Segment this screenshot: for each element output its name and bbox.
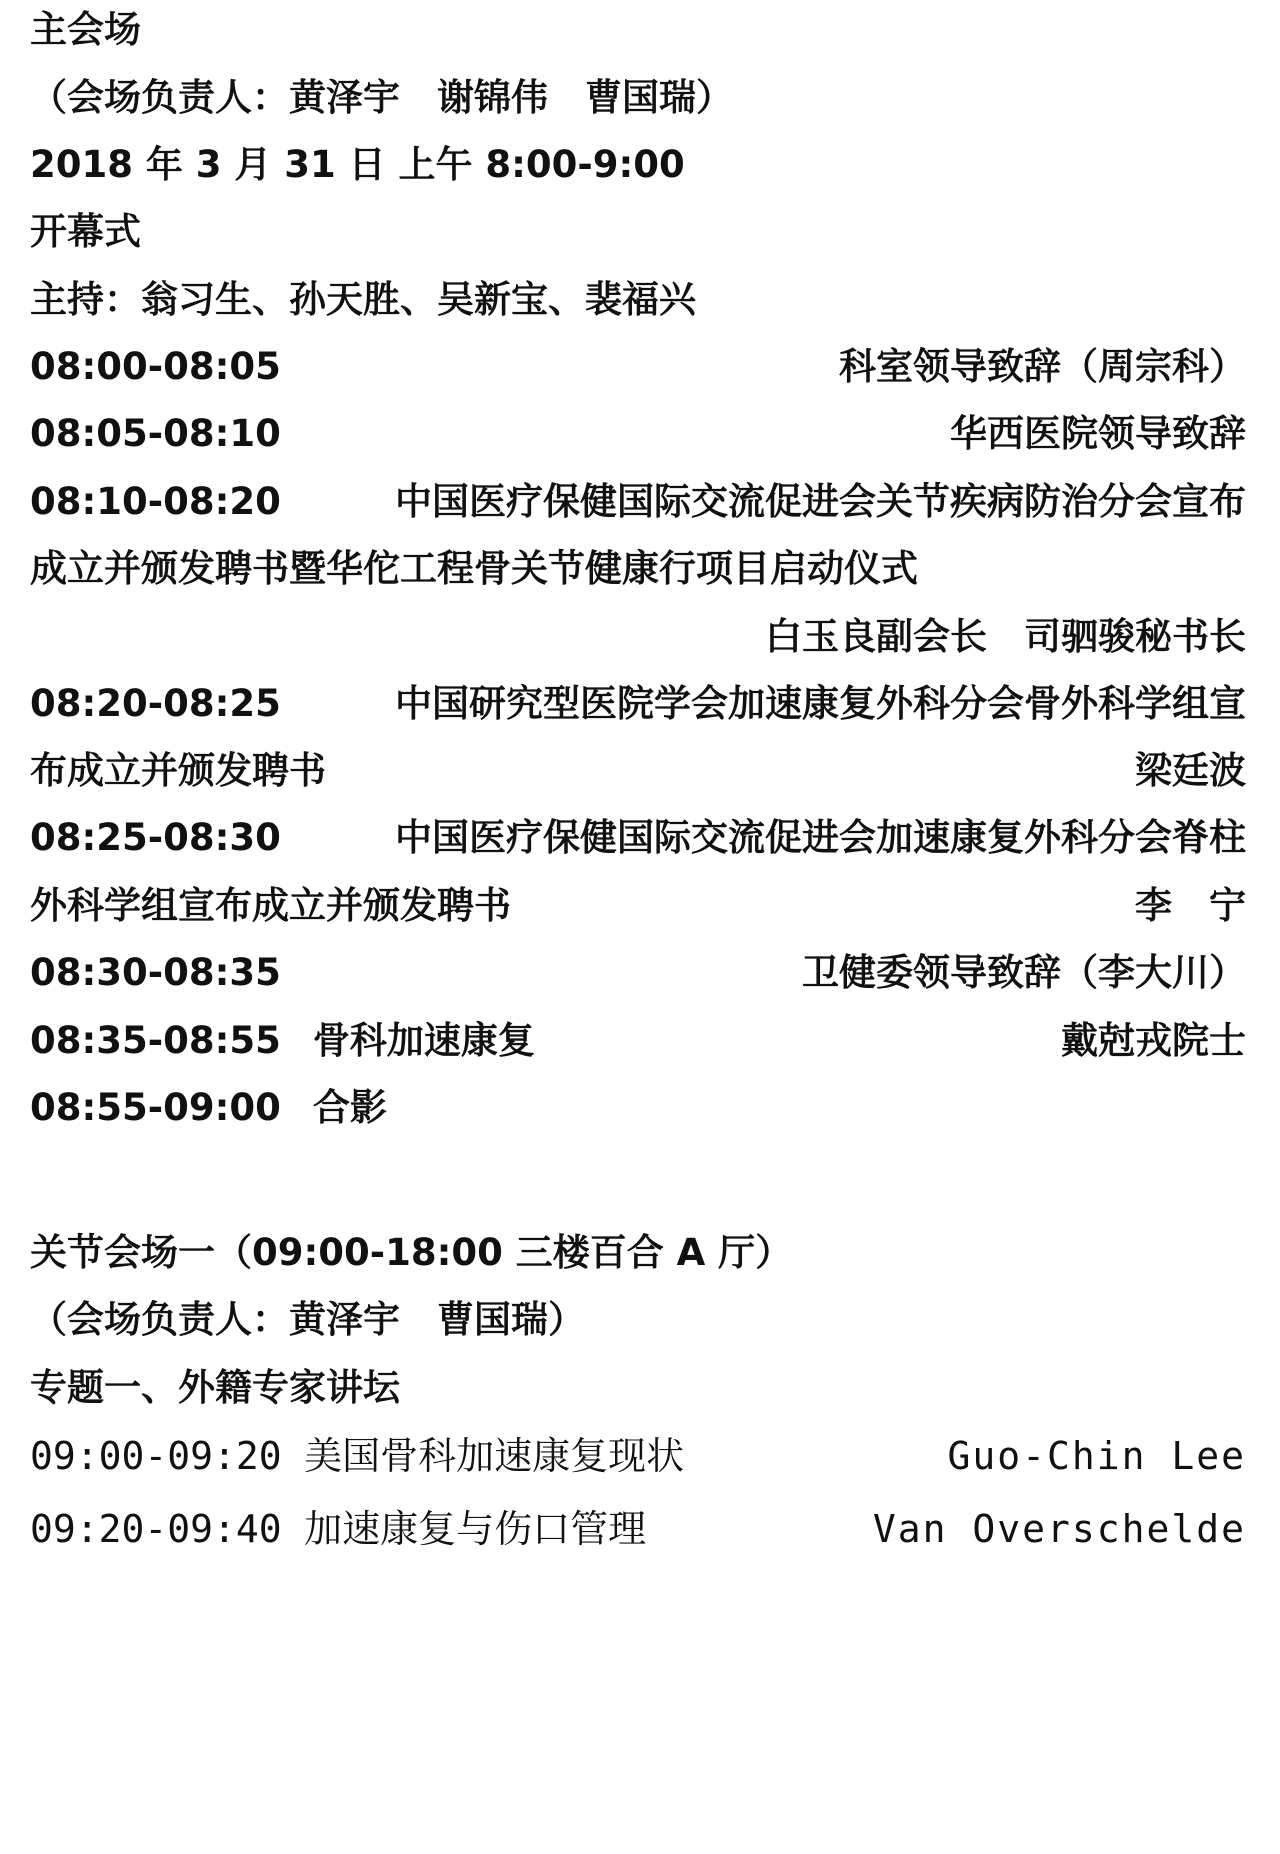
main-venue-title: 主会场	[30, 8, 141, 51]
schedule-row	[30, 474, 1246, 530]
main-venue-managers: （会场负责人：黄泽宇 谢锦伟 曹国瑞）	[30, 76, 733, 119]
opening-ceremony-title: 开幕式	[30, 210, 141, 253]
time-slot: 09:00-09:20	[30, 1434, 282, 1478]
time-slot: 08:20-08:25	[30, 682, 281, 725]
schedule-row	[30, 810, 1246, 866]
time-slot: 08:00-08:05	[30, 345, 281, 388]
speaker: Guo-Chin Lee	[947, 1434, 1246, 1478]
joint-venue-title: 关节会场一（09:00-18:00 三楼百合 A 厅）	[30, 1231, 793, 1274]
item-title-cont: 布成立并颁发聘书	[30, 749, 326, 792]
item-title: 科室领导致辞（周宗科）	[839, 345, 1246, 388]
schedule-row	[30, 1428, 1246, 1484]
item-title: 骨科加速康复	[312, 1019, 535, 1062]
item-title: 合影	[312, 1086, 387, 1129]
item-title: 加速康复与伤口管理	[304, 1507, 647, 1551]
topic-title: 专题一、外籍专家讲坛	[30, 1366, 400, 1409]
schedule-row	[30, 676, 1246, 732]
item-title: 卫健委领导致辞（李大川）	[802, 951, 1246, 994]
joint-venue-managers: （会场负责人：黄泽宇 曹国瑞）	[30, 1298, 585, 1341]
speaker: 李 宁	[1135, 884, 1246, 927]
time-slot: 08:05-08:10	[30, 412, 281, 455]
item-title-continued: 成立并颁发聘书暨华佗工程骨关节健康行项目启动仪式	[30, 547, 918, 590]
speaker: 戴尅戎院士	[1061, 1019, 1246, 1062]
item-title: 中国研究型医院学会加速康复外科分会骨外科学组宣	[395, 682, 1246, 725]
speaker-row	[30, 609, 1246, 665]
item-title: 美国骨科加速康复现状	[304, 1434, 685, 1478]
schedule-row	[30, 1013, 1246, 1069]
item-title: 中国医疗保健国际交流促进会加速康复外科分会脊柱	[395, 816, 1246, 859]
time-slot: 09:20-09:40	[30, 1507, 282, 1551]
speaker: Van Overschelde	[872, 1507, 1246, 1551]
schedule-row	[30, 1080, 1246, 1136]
schedule-row	[30, 945, 1246, 1001]
item-title-continued	[30, 878, 1246, 934]
schedule-row	[30, 406, 1246, 462]
time-slot: 08:55-09:00	[30, 1086, 281, 1129]
speaker: 梁廷波	[1135, 749, 1246, 792]
item-title-continued	[30, 743, 1246, 799]
time-slot: 08:10-08:20	[30, 480, 281, 523]
item-title-cont: 外科学组宣布成立并颁发聘书	[30, 884, 511, 927]
time-slot: 08:35-08:55	[30, 1019, 281, 1062]
item-title: 华西医院领导致辞	[950, 412, 1246, 455]
schedule-row	[30, 339, 1246, 395]
item-title: 中国医疗保健国际交流促进会关节疾病防治分会宣布	[395, 480, 1246, 523]
time-slot: 08:25-08:30	[30, 816, 281, 859]
speaker: 白玉良副会长 司驷骏秘书长	[765, 615, 1246, 658]
main-venue-datetime: 2018 年 3 月 31 日 上午 8:00-9:00	[30, 143, 685, 186]
hosts-line: 主持：翁习生、孙天胜、吴新宝、裴福兴	[30, 278, 696, 321]
schedule-row	[30, 1501, 1246, 1557]
time-slot: 08:30-08:35	[30, 951, 281, 994]
